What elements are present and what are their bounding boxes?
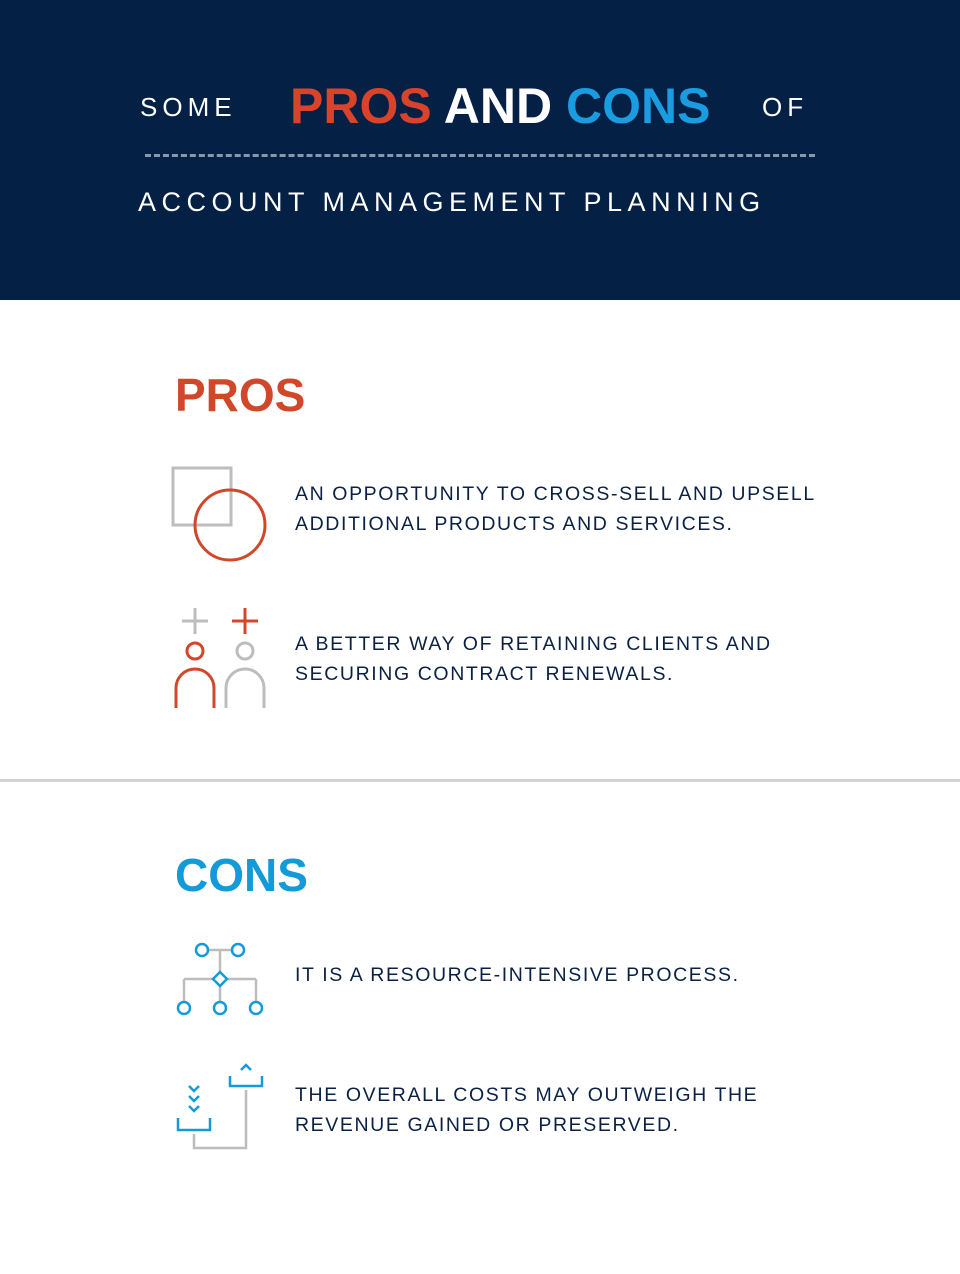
header-subtitle: ACCOUNT MANAGEMENT PLANNING — [138, 187, 766, 217]
header-main-title — [290, 76, 710, 136]
people-plus-icon — [170, 604, 270, 710]
header-dashed-divider — [145, 154, 815, 157]
hierarchy-network-icon — [172, 938, 270, 1020]
section-divider — [0, 779, 960, 782]
cons-item-2-line-2: REVENUE GAINED OR PRESERVED. — [295, 1114, 680, 1136]
cons-item-2-line-1: THE OVERALL COSTS MAY OUTWEIGH THE — [295, 1084, 759, 1106]
header-pros-word: PROS — [290, 78, 432, 134]
header-cons-word: CONS — [565, 78, 711, 134]
pros-item-1-line-1: AN OPPORTUNITY TO CROSS-SELL AND UPSELL — [295, 483, 816, 505]
pros-item-2-line-1: A BETTER WAY OF RETAINING CLIENTS AND — [295, 633, 772, 655]
pros-section-title: PROS — [175, 369, 306, 421]
pros-item-1-text — [295, 479, 895, 539]
header-and-word: AND — [443, 78, 553, 134]
cons-item-1-text — [295, 960, 895, 990]
pros-item-2-line-2: SECURING CONTRACT RENEWALS. — [295, 663, 675, 685]
cons-item-2-text — [295, 1080, 895, 1140]
header-of-text: OF — [762, 92, 809, 122]
header-banner — [0, 0, 960, 300]
pros-item-1-line-2: ADDITIONAL PRODUCTS AND SERVICES. — [295, 513, 734, 535]
cons-item-1-line-1: IT IS A RESOURCE-INTENSIVE PROCESS. — [295, 964, 740, 986]
square-circle-icon — [168, 463, 272, 565]
pros-item-2-text — [295, 629, 895, 689]
flow-arrows-icon — [172, 1062, 270, 1156]
header-some-text: SOME — [140, 92, 237, 122]
cons-section-title: CONS — [175, 849, 308, 901]
